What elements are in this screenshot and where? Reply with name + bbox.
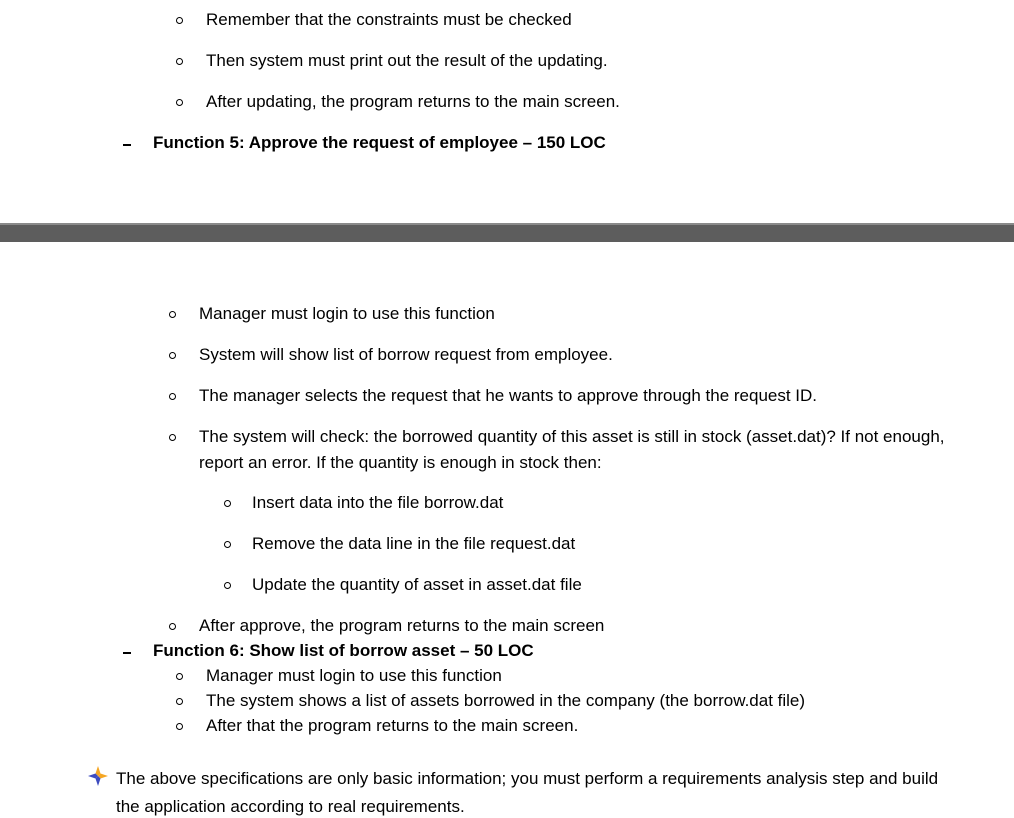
bullet-icon <box>224 541 231 548</box>
list-item: The system shows a list of assets borrowed in the company (the borrow.dat file) <box>206 691 806 710</box>
bullet-icon <box>224 582 231 589</box>
bullet-icon <box>176 58 183 65</box>
list-item: System will show list of borrow request from employee. <box>199 345 613 364</box>
sub-list-item: Insert data into the file borrow.dat <box>252 493 504 512</box>
list-item: The system will check: the borrowed quantity of this asset is still in stock (asset.dat)? If not enough, report an error. If the quantity is enough in stock then: <box>199 427 945 472</box>
note-text: The above specifications are only basic information; you must perform a requirements analysis step and build the application according to real requirements. <box>116 769 939 816</box>
document-page-top <box>0 0 1014 223</box>
list-item: The manager selects the request that he wants to approve through the request ID. <box>199 386 818 405</box>
dash-icon <box>123 144 131 146</box>
bullet-icon <box>176 673 183 680</box>
page-separator <box>0 223 1014 242</box>
bullet-icon <box>169 434 176 441</box>
list-item: Remember that the constraints must be checked <box>206 10 572 29</box>
dash-icon <box>123 652 131 654</box>
list-item: After that the program returns to the main screen. <box>206 716 579 735</box>
four-point-plus-icon <box>88 766 108 786</box>
sub-list-item: Remove the data line in the file request.dat <box>252 534 576 553</box>
function6-heading: Function 6: Show list of borrow asset – 50 LOC <box>153 641 534 660</box>
list-item: Then system must print out the result of the updating. <box>206 51 608 70</box>
function5-heading: Function 5: Approve the request of employee – 150 LOC <box>153 133 606 152</box>
bullet-icon <box>176 99 183 106</box>
bullet-icon <box>176 723 183 730</box>
bullet-icon <box>176 17 183 24</box>
list-item: After updating, the program returns to the main screen. <box>206 92 620 111</box>
bullet-icon <box>176 698 183 705</box>
list-item: After approve, the program returns to the main screen <box>199 616 605 635</box>
bullet-icon <box>169 352 176 359</box>
bullet-icon <box>169 393 176 400</box>
bullet-icon <box>224 500 231 507</box>
list-item: Manager must login to use this function <box>199 304 495 323</box>
document-page-bottom <box>0 242 1014 818</box>
bullet-icon <box>169 623 176 630</box>
list-item: Manager must login to use this function <box>206 666 502 685</box>
bullet-icon <box>169 311 176 318</box>
sub-list-item: Update the quantity of asset in asset.dat file <box>252 575 582 594</box>
